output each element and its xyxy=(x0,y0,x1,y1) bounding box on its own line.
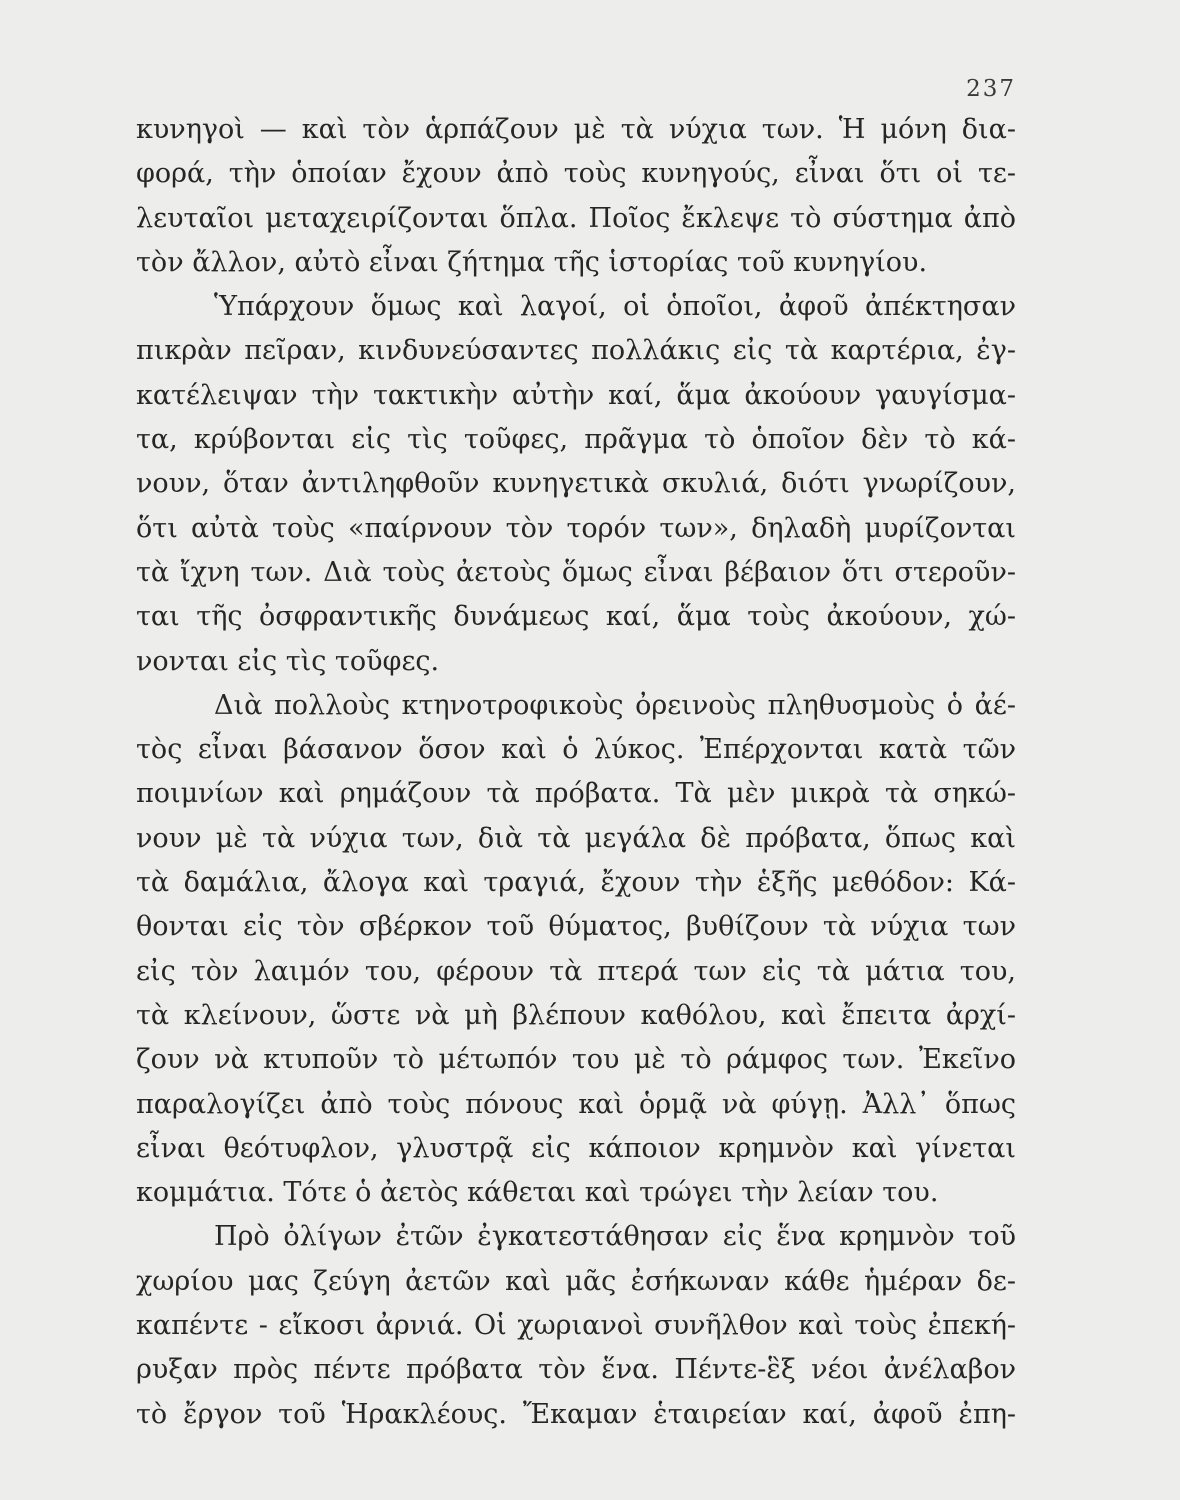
text-line: ὅτι αὐτὰ τοὺς «παίρνουν τὸν τορόν των», δηλαδὴ μυρίζονται xyxy=(136,512,1016,544)
text-line: πικρὰν πεῖραν, κινδυνεύσαντες πολλάκις εἰς τὰ καρτέρια, ἐγ- xyxy=(136,335,1016,367)
text-line: τα, κρύβονται εἰς τὶς τοῦφες, πρᾶγμα τὸ ὁποῖον δὲν τὸ κά- xyxy=(136,424,1016,456)
body-text xyxy=(136,108,1016,1437)
text-line: Διὰ πολλοὺς κτηνοτροφικοὺς ὀρεινοὺς πληθυσμοὺς ὁ ἀέ- xyxy=(214,689,1016,721)
text-line: τὰ ἴχνη των. Διὰ τοὺς ἀετοὺς ὅμως εἶναι βέβαιον ὅτι στεροῦν- xyxy=(136,556,1016,588)
text-line: τὸ ἔργον τοῦ Ἡρακλέους. Ἔκαμαν ἑταιρείαν καί, ἀφοῦ ἐπη- xyxy=(136,1398,1016,1430)
text-line: τὸς εἶναι βάσανον ὅσον καὶ ὁ λύκος. Ἐπέρχονται κατὰ τῶν xyxy=(136,734,1016,766)
text-line: κατέλειψαν τὴν τακτικὴν αὐτὴν καί, ἅμα ἀκούουν γαυγίσμα- xyxy=(136,379,1016,411)
text-line: τὰ δαμάλια, ἄλογα καὶ τραγιά, ἔχουν τὴν ἑξῆς μεθόδον: Κά- xyxy=(136,867,1016,899)
text-line: καπέντε - εἴκοσι ἀρνιά. Οἱ χωριανοὶ συνῆλθον καὶ τοὺς ἐπεκή- xyxy=(136,1310,1016,1342)
text-line: ται τῆς ὀσφραντικῆς δυνάμεως καί, ἅμα τοὺς ἀκούουν, χώ- xyxy=(136,601,1016,633)
text-line: ποιμνίων καὶ ρημάζουν τὰ πρόβατα. Τὰ μὲν μικρὰ τὰ σηκώ- xyxy=(136,778,1016,810)
text-line: εἶναι θεότυφλον, γλυστρᾷ εἰς κάποιον κρημνὸν καὶ γίνεται xyxy=(136,1132,1016,1164)
text-line: Πρὸ ὀλίγων ἐτῶν ἐγκατεστάθησαν εἰς ἕνα κρημνὸν τοῦ xyxy=(214,1221,1016,1253)
text-line: εἰς τὸν λαιμόν του, φέρουν τὰ πτερά των εἰς τὰ μάτια του, xyxy=(136,955,1016,987)
text-line: τὸν ἄλλον, αὐτὸ εἶναι ζήτημα τῆς ἱστορίας τοῦ κυνηγίου. xyxy=(136,246,928,278)
text-line: νονται εἰς τὶς τοῦφες. xyxy=(136,645,440,677)
text-line: Ὑπάρχουν ὅμως καὶ λαγοί, οἱ ὁποῖοι, ἀφοῦ ἀπέκτησαν xyxy=(214,291,1016,323)
text-line: παραλογίζει ἀπὸ τοὺς πόνους καὶ ὁρμᾷ νὰ φύγῃ. Ἀλλ᾽ ὅπως xyxy=(136,1088,1016,1120)
text-line: νουν μὲ τὰ νύχια των, διὰ τὰ μεγάλα δὲ πρόβατα, ὅπως καὶ xyxy=(136,822,1016,854)
text-line: κυνηγοὶ — καὶ τὸν ἁρπάζουν μὲ τὰ νύχια των. Ἡ μόνη δια- xyxy=(136,114,1016,145)
text-line: ρυξαν πρὸς πέντε πρόβατα τὸν ἕνα. Πέντε-ἓξ νέοι ἀνέλαβον xyxy=(136,1354,1016,1386)
text-line: χωρίου μας ζεύγη ἀετῶν καὶ μᾶς ἐσήκωναν κάθε ἡμέραν δε- xyxy=(136,1265,1016,1297)
text-line: νουν, ὅταν ἀντιληφθοῦν κυνηγετικὰ σκυλιά, διότι γνωρίζουν, xyxy=(136,468,1016,500)
text-line: λευταῖοι μεταχειρίζονται ὅπλα. Ποῖος ἔκλεψε τὸ σύστημα ἀπὸ xyxy=(136,202,1016,234)
page-number: 237 xyxy=(966,76,1016,102)
text-line: φορά, τὴν ὁποίαν ἔχουν ἀπὸ τοὺς κυνηγούς, εἶναι ὅτι οἱ τε- xyxy=(136,158,1016,190)
text-line: ζουν νὰ κτυποῦν τὸ μέτωπόν του μὲ τὸ ράμφος των. Ἐκεῖνο xyxy=(136,1044,1016,1076)
text-line: τὰ κλείνουν, ὥστε νὰ μὴ βλέπουν καθόλου, καὶ ἔπειτα ἀρχί- xyxy=(136,999,1016,1031)
text-line: θονται εἰς τὸν σβέρκον τοῦ θύματος, βυθίζουν τὰ νύχια των xyxy=(136,911,1016,943)
text-line: κομμάτια. Τότε ὁ ἀετὸς κάθεται καὶ τρώγει τὴν λείαν του. xyxy=(136,1177,939,1209)
